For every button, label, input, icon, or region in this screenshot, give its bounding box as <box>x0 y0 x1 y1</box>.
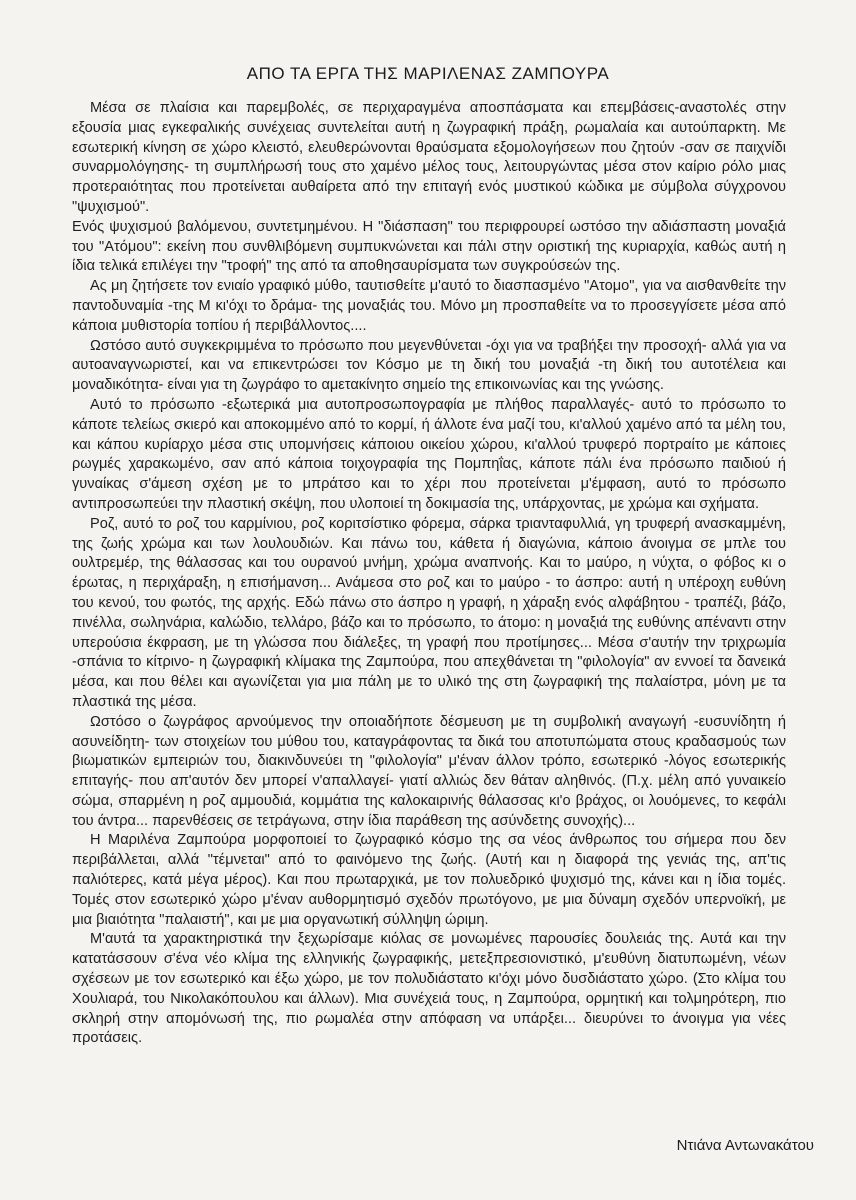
paragraph-7: Ωστόσο ο ζωγράφος αρνούμενος την οποιαδήποτε δέσμευση με τη συμβολική αναγωγή -ευσυνίδητη ή ασυνείδητη- των στοιχείων του μύθου του, καταγράφοντας τα δικά του αποτυπώματα στους κραδασμούς των βιωματικών εμπειριών του, διακινδυνεύει τη "φιλολογία" μ'έναν άλλον τρόπο, εσωτερικό -λόγος εσωτερικής επιταγής- που απ'αυτόν δεν μπορεί ν'απαλλαγεί- γιατί αλλιώς δεν θάταν αληθινός. (Π.χ. μέλη από γυναικείο σώμα, σπαρμένη η ροζ αμμουδιά, κομμάτια της καλοκαιρινής θάλασσας κι'ο βράχος, οι λουόμενες, το κεφάλι του άντρα... παρενθέσεις σε τετράγωνα, στην ίδια παράθεση της ασύνδετης συνοχής)... <box>72 713 786 829</box>
paragraph-4: Ωστόσο αυτό συγκεκριμμένα το πρόσωπο που μεγενθύνεται -όχι για να τραβήξει την προσοχή- αλλά για να αυτοαναγνωριστεί, και να επικεντρώσει τον Κόσμο με τη δική του μοναξιά -τη δική του αυτοτέλεια και μοναδικότητα- είναι για τη ζωγράφο το αμετακίνητο σημείο της επικοινωνίας και της γνώσης. <box>72 337 786 394</box>
document-title: ΑΠΟ ΤΑ ΕΡΓΑ ΤΗΣ ΜΑΡΙΛΕΝΑΣ ΖΑΜΠΟΥΡΑ <box>246 64 610 83</box>
author-signature: Ντιάνα Αντωνακάτου <box>676 1137 814 1154</box>
paragraph-8: Η Μαριλένα Ζαμπούρα μορφοποιεί το ζωγραφικό κόσμο της σα νέος άνθρωπος του σήμερα που δεν περιβάλλεται, αλλά "τέμνεται" από το φαινόμενο της ζωής. (Αυτή και η διαφορά της γενιάς της, απ'τις παλιότερες, κατά μέγα μέρος). Και που πρωταρχικά, με τον πολυεδρικό ψυχισμό της, κάνει και η ίδια τομές. Τομές στον εσωτερικό χώρο μ'έναν αυθορμητισμό σχεδόν πρωτόγονο, με μια δύναμη σχεδόν υπερνοϊκή, με μια βιαιότητα "παλαιστή", και με μια οργανωτική σύλληψη ώριμη. <box>72 832 786 928</box>
paragraph-1: Μέσα σε πλαίσια και παρεμβολές, σε περιχαραγμένα αποσπάσματα και επεμβάσεις-αναστολές στην εξουσία μιας εγκεφαλικής συνέχειας συντελείται αυτή η ζωγραφική πράξη, ρωμαλαία και αυτούπαρκτη. Με εσωτερική κίνηση σε χώρο κλειστό, ελευθερώνονται θραύσματα εξομολογήσεων που ζητούν -σαν σε παιχνίδι συναρμολόγησης- τη συμπλήρωσή τους στο χαμένο μέλος τους, λειτουργώντας μέσα στον καίριο ρόλο μιας προτεραιότητας που προτείνεται αυθαίρετα από την επιταγή ενός μυστικού κώδικα με σύμβολα σύγχρονου "ψυχισμού". <box>72 100 786 215</box>
paragraph-3: Ας μη ζητήσετε τον ενιαίο γραφικό μύθο, ταυτισθείτε μ'αυτό το διασπασμένο "Ατομο", για να αισθανθείτε την παντοδυναμία -της Μ κι'όχι το δράμα- της μοναξιάς του. Μόνο μη προσπαθείτε να το προσεγγίσετε μέσα από κάποια μυθιστορία τοπίου ή περιβάλλοντος.... <box>72 278 786 334</box>
paragraph-9: Μ'αυτά τα χαρακτηριστικά την ξεχωρίσαμε κιόλας σε μονωμένες παρουσίες δουλειάς της. Αυτά και την κατατάσσουν σ'ένα νέο κλίμα της ελληνικής ζωγραφικής, μετεξπρεσιονιστικό, μ'ευθύνη διατυπωμένη, νέων σχέσεων με τον εσωτερικό και έξω χώρο, με τον πολυδιάστατο κι'όχι μόνο δυσδιάστατο χώρο. (Στο κλίμα του Χουλιαρά, του Νικολακόπουλου και άλλων). Μια συνέχειά τους, η Ζαμπούρα, ορμητική και τολμηρότερη, πιο σκληρή στην απομόνωσή της, πιο ρωμαλέα στην απόφαση να υπάρξει... διευρύνει το άνοιγμα για νέες προτάσεις. <box>72 931 786 1047</box>
paragraph-6: Ροζ, αυτό το ροζ του καρμίνιου, ροζ κοριτσίστικο φόρεμα, σάρκα τριανταφυλλιά, γη τρυφερή ανασκαμμένη, της ζωής χρώμα και των λουλουδιών. Και πάνω του, κάθετα ή διαγώνια, κάποιο άνοιγμα σε μπλε του ουλτρεμέρ, της θάλασσας και του ουρανού μνήμη, χρώμα αναπνοής. Και το μαύρο, η νύχτα, ο φόβος κι ο έρωτας, η περιχάραξη, η επισήμανση... Ανάμεσα στο ροζ και το μαύρο - το άσπρο: αυτή η υπέροχη ευθύνη του κενού, του φωτός, της αρχής. Εδώ πάνω στο άσπρο η γραφή, η χάραξη ενός αλφάβητου - τραπέζι, βάζο, πινέλλα, σωληνάρια, καλώδιο, τελλάρο, βάζο και το πρόσωπο, το άτομο: η μοναξιά της ευθύνης απέναντι στην υπερούσια έκφραση, με τη γλώσσα που διάλεξες, τη γραφή που προτίμησες... Μέσα σ'αυτήν την τριχρωμία -σπάνια το κίτρινο- η ζωγραφική κλίμακα της Ζαμπούρα, που απεχθάνεται τη "φιλολογία" αν εννοεί τα δανεικά μέσα, και που θέλει και αγωνίζεται για μια πάλη με το υλικό της στη ζωγραφική της παλαίστρα, μόνη με τα πλαστικά της μέσα. <box>72 515 786 710</box>
paragraph-2: Ενός ψυχισμού βαλόμενου, συντετμημένου. Η "διάσπαση" του περιφρουρεί ωστόσο την αδιάσπαστη μοναξιά του "Ατόμου": εκείνη που συνθλιβόμενη συμπυκνώνεται και πάλι στην οριστική της κυριαρχία, καθώς αυτή η ίδια τελικά επιλέγει την "τροφή" της από τα αποθησαυρίσματα των συγκρούσεών της. <box>72 218 786 275</box>
paragraph-5: Αυτό το πρόσωπο -εξωτερικά μια αυτοπροσωπογραφία με πλήθος παραλλαγές- αυτό το πρόσωπο το κάποτε τελείως σκιερό και αποκομμένο από το κορμί, ή άλλοτε ένα μαζί του, κι'αλλού χαμένο από τα μέλη του, και κάπου κυρίαρχο μέσα στις υπομνήσεις κάποιου οικείου χώρου, κι'αλλού τρυφερό πορτραίτο με κάποιες ρωγμές χαρακωμένο, σαν από κάποια τοιχογραφία της Πομπηΐας, κάποτε πάλι ένα πρόσωπο παιδιού ή γυναίκας σ'άμεση σχέση με το μπράτσο και το χέρι που προτείνεται μ'έμφαση, αυτό το πρόσωπο αντιπροσωπεύει την πλαστική σκέψη, που υλοποιεί τη δοκιμασία της, υπάρχοντας, με χρώμα και σχήματα. <box>72 396 786 512</box>
article-body <box>72 99 786 1049</box>
